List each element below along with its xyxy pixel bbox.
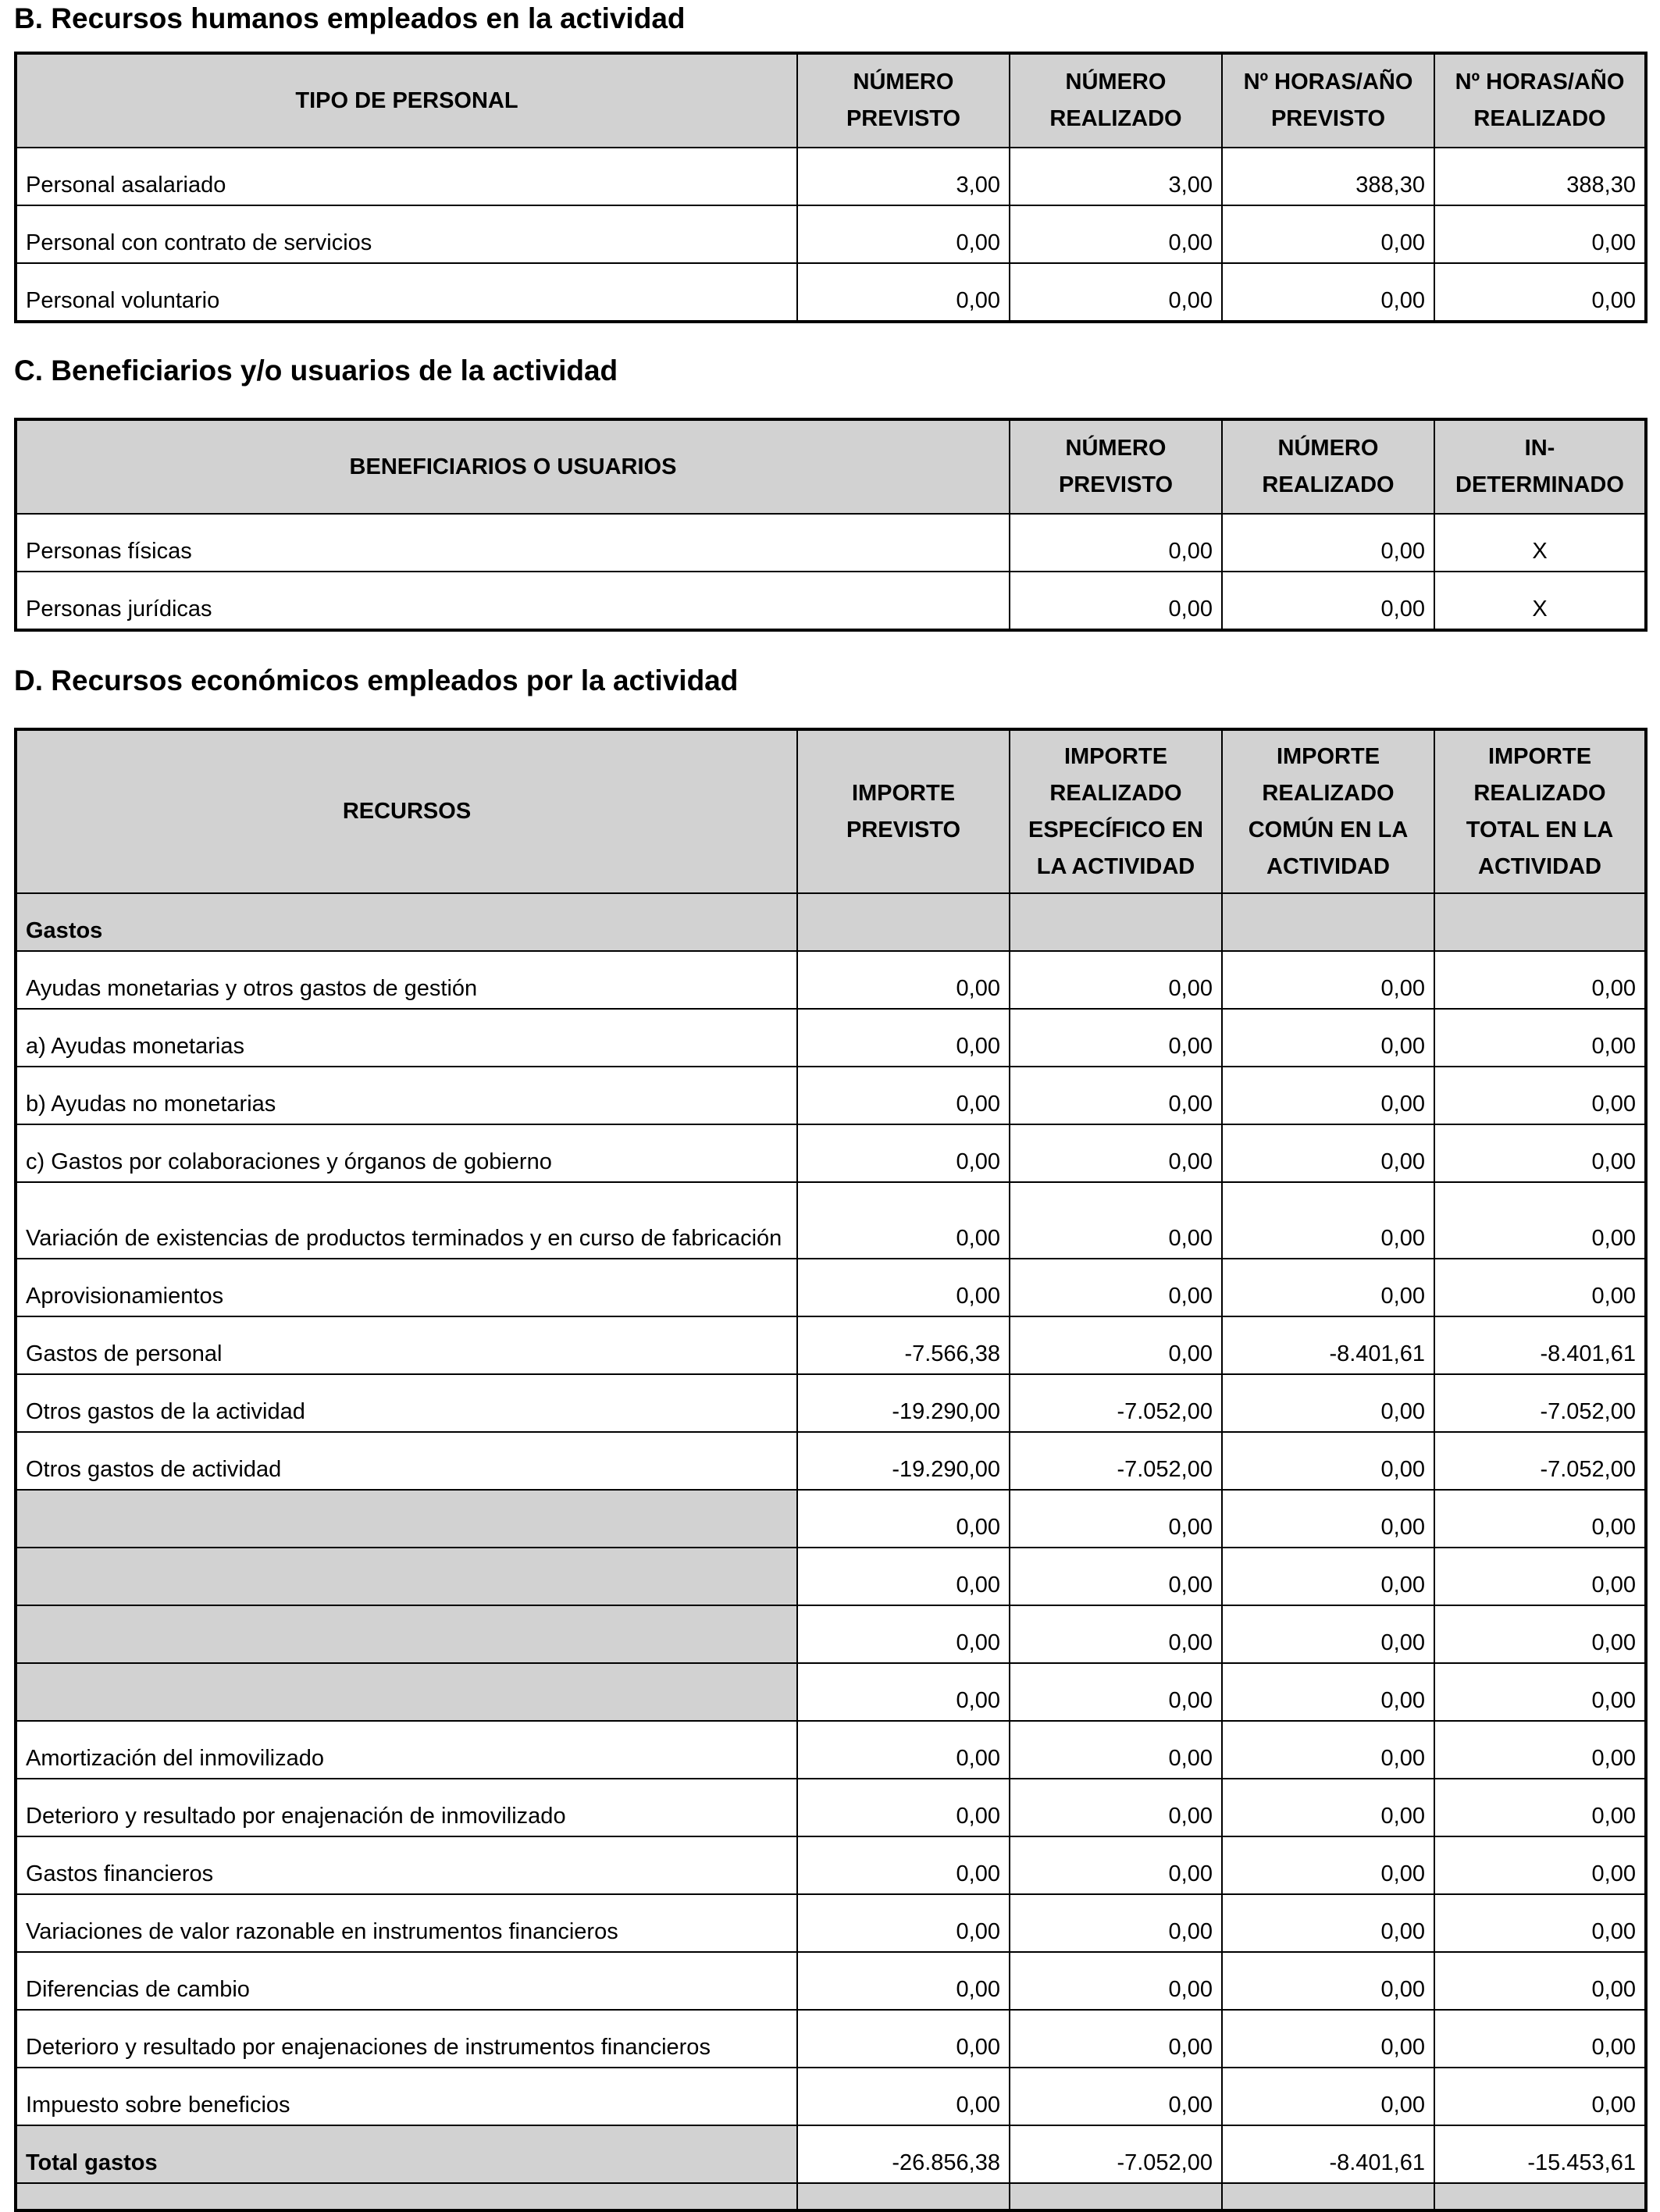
cell-value: 0,00 — [1434, 1894, 1646, 1952]
table-row — [16, 1009, 1646, 1067]
row-label: Aprovisionamientos — [16, 1259, 797, 1316]
cell-value: 0,00 — [797, 1259, 1010, 1316]
cell-value: 0,00 — [797, 263, 1010, 322]
cell-value: 0,00 — [1010, 1894, 1222, 1952]
empty-cell — [1434, 2183, 1646, 2210]
cell-value: 0,00 — [797, 1009, 1010, 1067]
row-label: Impuesto sobre beneficios — [16, 2068, 797, 2125]
cell-value: 0,00 — [1010, 1548, 1222, 1605]
row-label: Gastos de personal — [16, 1316, 797, 1374]
gastos-label: Gastos — [16, 893, 797, 951]
table-row — [16, 2068, 1646, 2125]
cell-value: 0,00 — [1434, 1836, 1646, 1894]
cell-value: 0,00 — [797, 1663, 1010, 1721]
row-label: Variación de existencias de productos terminados y en curso de fabricación — [16, 1182, 797, 1259]
row-label: Ayudas monetarias y otros gastos de gestión — [16, 951, 797, 1009]
cell-value: 0,00 — [1434, 1663, 1646, 1721]
row-label: Otros gastos de actividad — [16, 1432, 797, 1490]
empty-label-cell — [16, 1548, 797, 1605]
cell-value: 388,30 — [1222, 148, 1434, 205]
cell-value: 0,00 — [1434, 1009, 1646, 1067]
cell-value: 0,00 — [1222, 951, 1434, 1009]
empty-cell — [797, 2183, 1010, 2210]
cell-value: 0,00 — [1434, 1182, 1646, 1259]
table-row — [16, 1663, 1646, 1721]
cell-value: 0,00 — [1434, 2010, 1646, 2068]
indeterminado-mark: X — [1434, 572, 1646, 630]
table-row — [16, 1432, 1646, 1490]
empty-cell — [797, 893, 1010, 951]
header-recursos: RECURSOS — [16, 729, 797, 893]
table-row — [16, 951, 1646, 1009]
cell-value: 0,00 — [1434, 1721, 1646, 1779]
cell-value: 0,00 — [1222, 1779, 1434, 1836]
cell-value: 0,00 — [1222, 1009, 1434, 1067]
personal-table — [14, 52, 1648, 323]
gastos-section-row — [16, 893, 1646, 951]
cell-value: 0,00 — [1434, 2068, 1646, 2125]
header-beneficiarios: BENEFICIARIOS O USUARIOS — [16, 419, 1010, 514]
cell-value: 0,00 — [1010, 1952, 1222, 2010]
indeterminado-mark: X — [1434, 514, 1646, 572]
table-header-row — [16, 729, 1646, 893]
total-value: -7.052,00 — [1010, 2125, 1222, 2183]
section-c-heading: C. Beneficiarios y/o usuarios de la actividad — [14, 354, 618, 386]
table-row — [16, 1779, 1646, 1836]
table-row — [16, 205, 1646, 263]
cell-value: 0,00 — [797, 2010, 1010, 2068]
cell-value: 0,00 — [1010, 1663, 1222, 1721]
cell-value: -7.052,00 — [1434, 1432, 1646, 1490]
cell-value: 0,00 — [797, 1548, 1010, 1605]
cell-value: 0,00 — [1010, 1182, 1222, 1259]
gastos-rows — [16, 951, 1646, 2125]
cell-value: 0,00 — [797, 1182, 1010, 1259]
cell-value: 0,00 — [1434, 1605, 1646, 1663]
cell-value: 0,00 — [1010, 1721, 1222, 1779]
header-numero-previsto: NÚMERO PREVISTO — [797, 53, 1010, 148]
cell-value: 0,00 — [1222, 1548, 1434, 1605]
table-row — [16, 263, 1646, 322]
row-label: Gastos financieros — [16, 1836, 797, 1894]
table-row — [16, 1548, 1646, 1605]
row-label: Diferencias de cambio — [16, 1952, 797, 2010]
cell-value: 0,00 — [1222, 1894, 1434, 1952]
header-importe-especifico: IMPORTE REALIZADO ESPECÍFICO EN LA ACTIVIDAD — [1010, 729, 1222, 893]
total-value: -8.401,61 — [1222, 2125, 1434, 2183]
cell-value: 0,00 — [1010, 1779, 1222, 1836]
cell-value: 0,00 — [1222, 572, 1434, 630]
cell-value: 0,00 — [1434, 1779, 1646, 1836]
row-label: Amortización del inmovilizado — [16, 1721, 797, 1779]
cell-value: 0,00 — [797, 1605, 1010, 1663]
empty-cell — [1222, 2183, 1434, 2210]
cell-value: -7.052,00 — [1434, 1374, 1646, 1432]
row-label: Personal asalariado — [16, 148, 797, 205]
empty-cell — [1222, 893, 1434, 951]
cell-value: 0,00 — [1222, 1182, 1434, 1259]
row-label: b) Ayudas no monetarias — [16, 1067, 797, 1124]
cell-value: -7.566,38 — [797, 1316, 1010, 1374]
header-indeterminado: IN-DETERMINADO — [1434, 419, 1646, 514]
row-label: Variaciones de valor razonable en instrumentos financieros — [16, 1894, 797, 1952]
total-label: Total gastos — [16, 2125, 797, 2183]
cell-value: 0,00 — [1222, 2068, 1434, 2125]
cell-value: 0,00 — [797, 2068, 1010, 2125]
cell-value: 0,00 — [797, 1721, 1010, 1779]
header-horas-realizado: Nº HORAS/AÑO REALIZADO — [1434, 53, 1646, 148]
cell-value: 0,00 — [1010, 205, 1222, 263]
table-row — [16, 1067, 1646, 1124]
cell-value: 0,00 — [1010, 2010, 1222, 2068]
row-label: c) Gastos por colaboraciones y órganos de gobierno — [16, 1124, 797, 1182]
total-value: -15.453,61 — [1434, 2125, 1646, 2183]
cell-value: 0,00 — [1222, 514, 1434, 572]
header-numero-realizado: NÚMERO REALIZADO — [1222, 419, 1434, 514]
cell-value: 0,00 — [1222, 1605, 1434, 1663]
row-label: Personas jurídicas — [16, 572, 1010, 630]
section-d-heading: D. Recursos económicos empleados por la actividad — [14, 664, 739, 696]
cell-value: 3,00 — [1010, 148, 1222, 205]
cell-value: 0,00 — [797, 1490, 1010, 1548]
cell-value: 3,00 — [797, 148, 1010, 205]
cell-value: 0,00 — [1222, 1432, 1434, 1490]
cell-value: 0,00 — [1434, 1952, 1646, 2010]
cell-value: 0,00 — [1222, 1374, 1434, 1432]
cell-value: 0,00 — [1010, 514, 1222, 572]
row-label: Deterioro y resultado por enajenaciones de instrumentos financieros — [16, 2010, 797, 2068]
cell-value: 0,00 — [797, 1952, 1010, 2010]
beneficiarios-table — [14, 418, 1648, 632]
cell-value: 0,00 — [1222, 263, 1434, 322]
header-importe-total: IMPORTE REALIZADO TOTAL EN LA ACTIVIDAD — [1434, 729, 1646, 893]
header-importe-previsto: IMPORTE PREVISTO — [797, 729, 1010, 893]
cell-value: 0,00 — [1222, 1663, 1434, 1721]
cell-value: 0,00 — [1222, 1490, 1434, 1548]
header-numero-realizado: NÚMERO REALIZADO — [1010, 53, 1222, 148]
empty-cell — [1010, 893, 1222, 951]
table-row — [16, 1605, 1646, 1663]
empty-cell — [1010, 2183, 1222, 2210]
table-row — [16, 1259, 1646, 1316]
cell-value: 0,00 — [1010, 1124, 1222, 1182]
table-row — [16, 148, 1646, 205]
row-label: Otros gastos de la actividad — [16, 1374, 797, 1432]
cell-value: 0,00 — [1010, 1067, 1222, 1124]
cell-value: 0,00 — [1010, 1316, 1222, 1374]
cell-value: 0,00 — [1434, 951, 1646, 1009]
row-label: Personal con contrato de servicios — [16, 205, 797, 263]
empty-cell — [16, 2183, 797, 2210]
table-row — [16, 1182, 1646, 1259]
table-row — [16, 1124, 1646, 1182]
cell-value: 0,00 — [797, 1124, 1010, 1182]
cell-value: 0,00 — [1222, 1952, 1434, 2010]
cell-value: 0,00 — [797, 1836, 1010, 1894]
row-label: Personas físicas — [16, 514, 1010, 572]
total-gastos-row — [16, 2125, 1646, 2183]
cell-value: -19.290,00 — [797, 1432, 1010, 1490]
cell-value: -8.401,61 — [1434, 1316, 1646, 1374]
cell-value: 0,00 — [797, 1894, 1010, 1952]
cell-value: 0,00 — [1010, 1259, 1222, 1316]
table-row — [16, 1490, 1646, 1548]
cell-value: 0,00 — [1222, 1067, 1434, 1124]
recursos-table — [14, 728, 1648, 2212]
cell-value: 0,00 — [1010, 1490, 1222, 1548]
table-row — [16, 1836, 1646, 1894]
cell-value: -19.290,00 — [797, 1374, 1010, 1432]
cell-value: 0,00 — [1434, 1124, 1646, 1182]
row-label: Deterioro y resultado por enajenación de inmovilizado — [16, 1779, 797, 1836]
table-header-row — [16, 419, 1646, 514]
cell-value: 0,00 — [1434, 263, 1646, 322]
cell-value: 0,00 — [1010, 1009, 1222, 1067]
cell-value: 0,00 — [1010, 1605, 1222, 1663]
cell-value: 0,00 — [1010, 951, 1222, 1009]
cell-value: 0,00 — [1010, 263, 1222, 322]
table-row — [16, 572, 1646, 630]
header-numero-previsto: NÚMERO PREVISTO — [1010, 419, 1222, 514]
table-row — [16, 1374, 1646, 1432]
cell-value: 0,00 — [1222, 1259, 1434, 1316]
cell-value: 0,00 — [1434, 1548, 1646, 1605]
cell-value: 0,00 — [1222, 1721, 1434, 1779]
row-label: Personal voluntario — [16, 263, 797, 322]
cell-value: 0,00 — [1010, 1836, 1222, 1894]
table-row — [16, 1721, 1646, 1779]
cell-value: 0,00 — [1222, 1836, 1434, 1894]
empty-cell — [1434, 893, 1646, 951]
cell-value: 0,00 — [1222, 2010, 1434, 2068]
row-label: a) Ayudas monetarias — [16, 1009, 797, 1067]
empty-label-cell — [16, 1605, 797, 1663]
cell-value: 0,00 — [797, 1067, 1010, 1124]
empty-label-cell — [16, 1663, 797, 1721]
cell-value: 0,00 — [797, 205, 1010, 263]
table-row — [16, 1894, 1646, 1952]
cell-value: 0,00 — [797, 951, 1010, 1009]
table-row — [16, 2010, 1646, 2068]
cell-value: 0,00 — [1010, 2068, 1222, 2125]
cell-value: 0,00 — [1222, 205, 1434, 263]
header-tipo-personal: TIPO DE PERSONAL — [16, 53, 797, 148]
cell-value: -8.401,61 — [1222, 1316, 1434, 1374]
header-horas-previsto: Nº HORAS/AÑO PREVISTO — [1222, 53, 1434, 148]
table-row — [16, 1952, 1646, 2010]
empty-label-cell — [16, 1490, 797, 1548]
cell-value: 0,00 — [1010, 572, 1222, 630]
cell-value: 0,00 — [1434, 1259, 1646, 1316]
cell-value: 0,00 — [1222, 1124, 1434, 1182]
cell-value: 388,30 — [1434, 148, 1646, 205]
cell-value: -7.052,00 — [1010, 1432, 1222, 1490]
cell-value: 0,00 — [1434, 1067, 1646, 1124]
cell-value: 0,00 — [1434, 205, 1646, 263]
header-importe-comun: IMPORTE REALIZADO COMÚN EN LA ACTIVIDAD — [1222, 729, 1434, 893]
trailing-row — [16, 2183, 1646, 2210]
table-row — [16, 1316, 1646, 1374]
cell-value: 0,00 — [797, 1779, 1010, 1836]
table-header-row — [16, 53, 1646, 148]
cell-value: 0,00 — [1434, 1490, 1646, 1548]
section-b-heading: B. Recursos humanos empleados en la actividad — [14, 2, 686, 34]
table-row — [16, 514, 1646, 572]
total-value: -26.856,38 — [797, 2125, 1010, 2183]
cell-value: -7.052,00 — [1010, 1374, 1222, 1432]
